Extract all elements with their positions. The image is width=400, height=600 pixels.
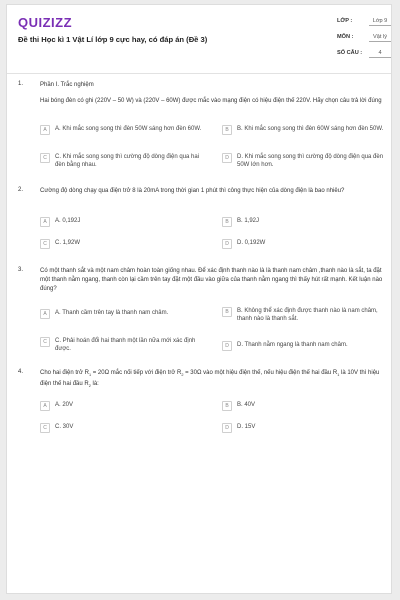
option-text: B. 40V [237,402,256,408]
meta-grade-label: LỚP : [337,18,353,24]
question-4 [18,369,388,439]
subscript: 2 [88,384,91,389]
option-letter: C [40,153,50,163]
question-number: 1. [18,81,24,87]
option-text: D. 15V [237,424,256,430]
meta-count-label: SỐ CÂU : [337,50,363,56]
option-text: C. 30V [55,424,74,430]
meta-subject-label: MÔN : [337,34,354,40]
option-letter: A [40,309,50,319]
text-part: là 10V thì hiệu điện thế hai đầu R [40,370,380,387]
text-part: Cho hai điện trở R [40,370,89,376]
option-letter: D [222,239,232,249]
section-heading: Phần I. Trắc nghiệm [40,82,94,88]
option-text: D. 0,192W [237,240,266,246]
option-text: B. 1,92J [237,218,260,224]
subscript: 1 [337,373,340,378]
option-text: B. Không thể xác định được thanh nào là nam châm, thanh nào là thanh sắt. [237,308,378,323]
option-letter: A [40,125,50,135]
question-3 [18,267,388,367]
option-text: A. 20V [55,402,74,408]
text-part: = 20Ω mắc nối tiếp với điện trở R [91,370,182,376]
option-text: B. Khi mắc song song thì đèn 60W sáng hơn đèn 50W. [237,126,384,132]
option-letter: D [222,341,232,351]
option-text: A. Thanh cầm trên tay là thanh nam châm. [55,310,169,316]
text-part: = 30Ω vào một hiệu điện thế, nếu hiệu điện thế hai đầu R [183,370,338,376]
meta-grade-value: Lớp 9 [369,18,391,26]
option-letter: C [40,239,50,249]
meta-subject-value: Vật lý [369,34,391,42]
option-text: C. 1,92W [55,240,81,246]
subscript: 2 [181,373,184,378]
option-letter: A [40,217,50,227]
option-letter: C [40,337,50,347]
option-text: A. 0,192J [55,218,81,224]
option-letter: B [222,217,232,227]
option-letter: B [222,307,232,317]
option-letter: C [40,423,50,433]
question-number: 2. [18,187,24,193]
question-2 [18,187,388,257]
subscript: 1 [88,373,92,378]
worksheet-page [6,4,392,594]
question-text [40,369,385,391]
option-text: D. Thanh nằm ngang là thanh nam châm. [237,342,348,348]
question-text: Hai bóng đèn có ghi (220V – 50 W) và (220V – 60W) được mắc vào mạng điện có hiệu điện thế 220V. Hãy chọn câu trả lời đúng [40,98,382,104]
option-letter: B [222,401,232,411]
option-text: C. Phải hoán đổi hai thanh một lần nữa mới xác định được. [55,338,196,353]
option-text: D. Khi mắc song song thì cường độ dòng điện qua đèn 50W lớn hơn. [237,154,384,169]
option-letter: D [222,153,232,163]
option-letter: D [222,423,232,433]
worksheet-header [7,5,391,74]
question-number: 3. [18,267,24,273]
question-text: Có một thanh sắt và một nam châm hoàn toàn giống nhau. Để xác định thanh nào là là thanh nam châm ,thanh nào là sắt, ta đặt một thanh nằm ngang, thanh còn lại cầm trên tay đặt một đầu vào giữa của thanh nằm ngang thì thấy hút rất mạnh. Kết luận nào đúng? [40,268,383,292]
question-number: 4. [18,369,24,375]
worksheet-title: Đề thi Học kì 1 Vật Lí lớp 9 cực hay, có đáp án (Đề 3) [18,35,208,44]
question-1 [18,81,388,191]
quizizz-logo: QUIZIZZ [18,15,73,30]
option-letter: B [222,125,232,135]
text-part: là: [90,380,99,387]
option-text: A. Khi mắc song song thì đèn 50W sáng hơn đèn 60W. [55,126,202,132]
option-letter: A [40,401,50,411]
question-text: Cường độ dòng chạy qua điện trở 8 là 20mA trong thời gian 1 phút thì công thực hiện của dòng điện là bao nhiêu? [40,188,345,194]
meta-count-value: 4 [369,50,391,58]
option-text: C. Khi mắc song song thì cường độ dòng điện qua hai đèn bằng nhau. [55,154,200,169]
